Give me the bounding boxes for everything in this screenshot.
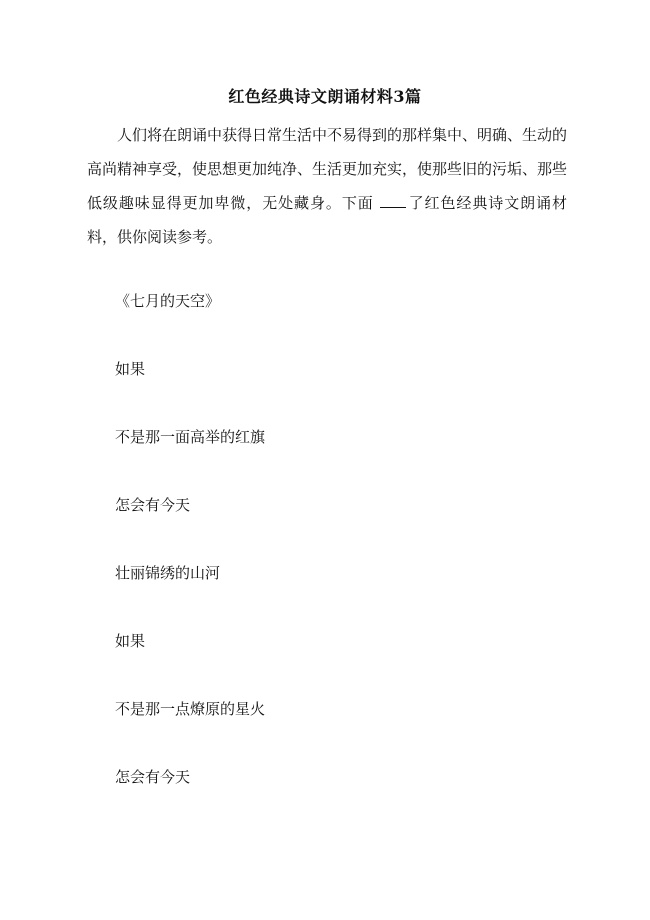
- intro-paragraph: [87, 118, 567, 254]
- poem-line: 怎会有今天: [115, 768, 191, 786]
- document-title: 红色经典诗文朗诵材料3篇: [228, 87, 422, 106]
- intro-text-part-1: 人们将在朗诵中获得日常生活中不易得到的那样集中、明确、生动的高尚精神享受，使思想更加纯净、生活更加充实，使那些旧的污垢、那些低级趣味显得更加卑微，无处藏身。下面: [87, 126, 568, 212]
- poem-line: 怎会有今天: [115, 496, 191, 514]
- poem-line: 不是那一面高举的红旗: [115, 428, 266, 446]
- intro-text-part-2: 了红色经典诗文朗诵材料，供你阅读参考。: [87, 194, 567, 246]
- poem-title: 《七月的天空》: [115, 292, 221, 310]
- poem-line: 不是那一点燎原的星火: [115, 700, 266, 718]
- poem-line: 如果: [115, 360, 146, 378]
- poem-line: 如果: [115, 632, 146, 650]
- fill-in-blank: [380, 193, 406, 208]
- poem-line: 壮丽锦绣的山河: [115, 564, 221, 582]
